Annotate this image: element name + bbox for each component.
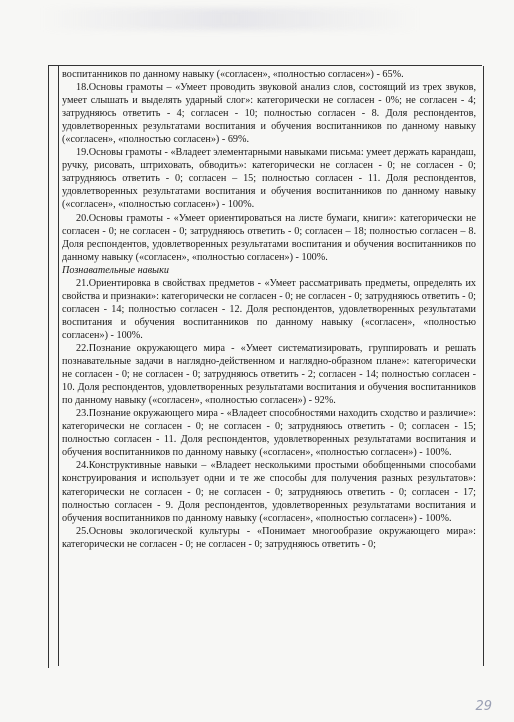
- continuation-paragraph: воспитанников по данному навыку («согласен», «полностью согласен») - 65%.: [62, 69, 404, 80]
- faded-header-bleed: [40, 8, 420, 30]
- left-margin-line: [48, 65, 49, 668]
- item-24: 24.Конструктивные навыки – «Владеет несколькими простыми обобщенными способами конструирования и использует одни и те же способы для получения разных результатов»: категорически не согласен - 0; не согласен - 0; затрудняюсь ответить - 0; согласен - 17; полностью согласен - 9. Доля респондентов, удовлетворенных результатами воспитания и обучения воспитанников по данному навыку («согласен», «полностью согласен») - 100%.: [62, 460, 476, 524]
- item-19: 19.Основы грамоты - «Владеет элементарными навыками письма: умеет держать карандаш, ручку, рисовать, штриховать, обводить»: категорически не согласен - 0; не согласен - 0; затрудняюсь ответить - 0; согласен – 15; полностью согласен - 11. Доля респондентов, удовлетворенных результатами воспитания и обучения воспитанников по данному навыку («согласен», «полностью согласен») - 100%.: [62, 147, 476, 211]
- item-21: 21.Ориентировка в свойствах предметов - «Умеет рассматривать предметы, определять их свойства и признаки»: категорически не согласен - 0; не согласен - 0; затрудняюсь ответить - 0; согласен - 14; полностью согласен - 12. Доля респондентов, удовлетворенных результатами воспитания и обучения воспитанников по данному навыку («согласен», «полностью согласен») - 100%.: [62, 277, 476, 341]
- section-heading-cognitive-skills: Познавательные навыки: [62, 264, 169, 276]
- item-20: 20.Основы грамоты - «Умеет ориентироваться на листе бумаги, книги»: категорически не согласен - 0; не согласен - 0; затрудняюсь ответить - 0; согласен – 18; полностью согласен – 8. Доля респондентов, удовлетворенных результатами воспитания и обучения воспитанников по данному навыку («согласен», «полностью согласен») - 100%.: [62, 212, 476, 263]
- page-number: 29: [475, 699, 492, 714]
- item-22: 22.Познание окружающего мира - «Умеет систематизировать, группировать и решать познавательные задачи в наглядно-действенном и наглядно-образном плане»: категорически не согласен - 0; не согласен - 0; затрудняюсь ответить - 2; согласен - 14; полностью согласен - 10. Доля респондентов, удовлетворенных результатами воспитания и обучения воспитанников по данному навыку («согласен», «полностью согласен») - 92%.: [62, 342, 476, 407]
- item-18: 18.Основы грамоты – «Умеет проводить звуковой анализ слов, состоящий из трех звуков, умеет слышать и выделять ударный слог»: категорически не согласен - 0%; не согласен - 4; затрудняюсь ответить - 4; согласен - 10; полностью согласен - 8. Доля респондентов, удовлетворенных результатами воспитания и обучения воспитанников по данному навыку («согласен», «полностью согласен») - 69%.: [62, 82, 476, 146]
- item-23: 23.Познание окружающего мира - «Владеет способностями находить сходство и различие»: категорически не согласен - 0; не согласен - 0; затрудняюсь ответить - 0; согласен - 15; полностью согласен - 11. Доля респондентов, удовлетворенных результатами воспитания и обучения воспитанников по данному навыку («согласен», «полностью согласен») - 100%.: [62, 408, 476, 459]
- item-25: 25.Основы экологической культуры - «Понимает многообразие окружающего мира»: категорически не согласен - 0; не согласен - 0; затрудняюсь ответить - 0;: [62, 525, 476, 550]
- document-body: [62, 68, 476, 551]
